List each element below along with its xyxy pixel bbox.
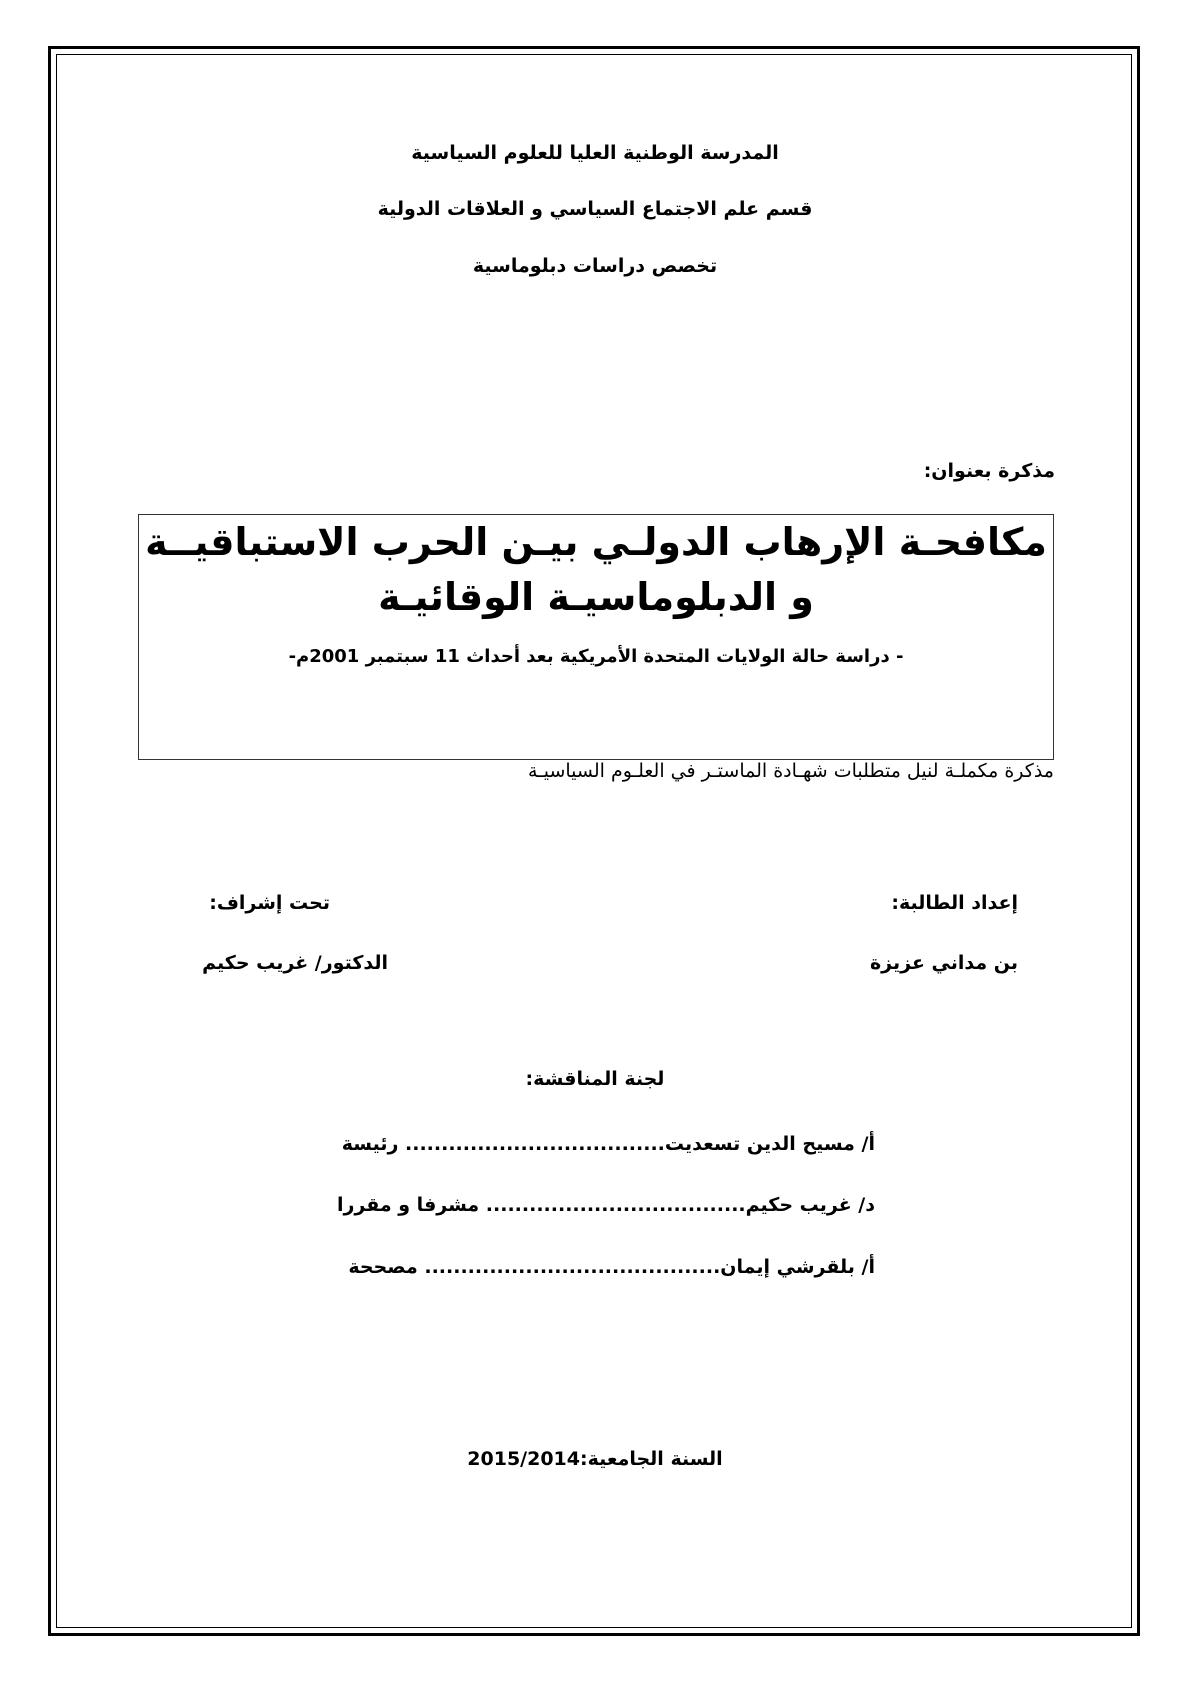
thesis-subtitle: - دراسة حالة الولايات المتحدة الأمريكية بعد أحداث 11 سبتمبر 2001م- <box>288 646 904 667</box>
committee-member-3: أ/ بلقرشي إيمان......................................... مصححة <box>348 1256 875 1278</box>
student-label: إعداد الطالبة: <box>891 892 1018 914</box>
school-name: المدرسة الوطنية العليا للعلوم السياسية <box>411 142 779 164</box>
committee-member-1: أ/ مسيح الدين تسعديت.................................... رئيسة <box>341 1133 875 1155</box>
department-name: قسم علم الاجتماع السياسي و العلاقات الدولية <box>377 198 813 220</box>
committee-member-2: د/ غريب حكيم.................................... مشرفا و مقررا <box>336 1194 875 1216</box>
committee-label: لجنة المناقشة: <box>525 1068 665 1090</box>
specialization: تخصص دراسات دبلوماسية <box>472 255 718 277</box>
supervisor-label: تحت إشراف: <box>209 892 330 914</box>
academic-year: السنة الجامعية:2015/2014 <box>467 1448 723 1470</box>
thesis-title-line1: مكافحـة الإرهاب الدولـي بيـن الحرب الاستباقيــة <box>145 520 1047 564</box>
memo-label: مذكرة بعنوان: <box>923 460 1055 482</box>
page-border-inner <box>56 54 1132 1628</box>
supervisor-name: الدكتور/ غريب حكيم <box>202 952 388 974</box>
degree-requirement: مذكرة مكملـة لنيل متطلبات شهـادة الماستـر في العلـوم السياسيـة <box>527 760 1054 782</box>
thesis-title-line2: و الدبلوماسيـة الوقائيـة <box>378 575 814 619</box>
student-name: بن مداني عزيزة <box>869 952 1018 974</box>
